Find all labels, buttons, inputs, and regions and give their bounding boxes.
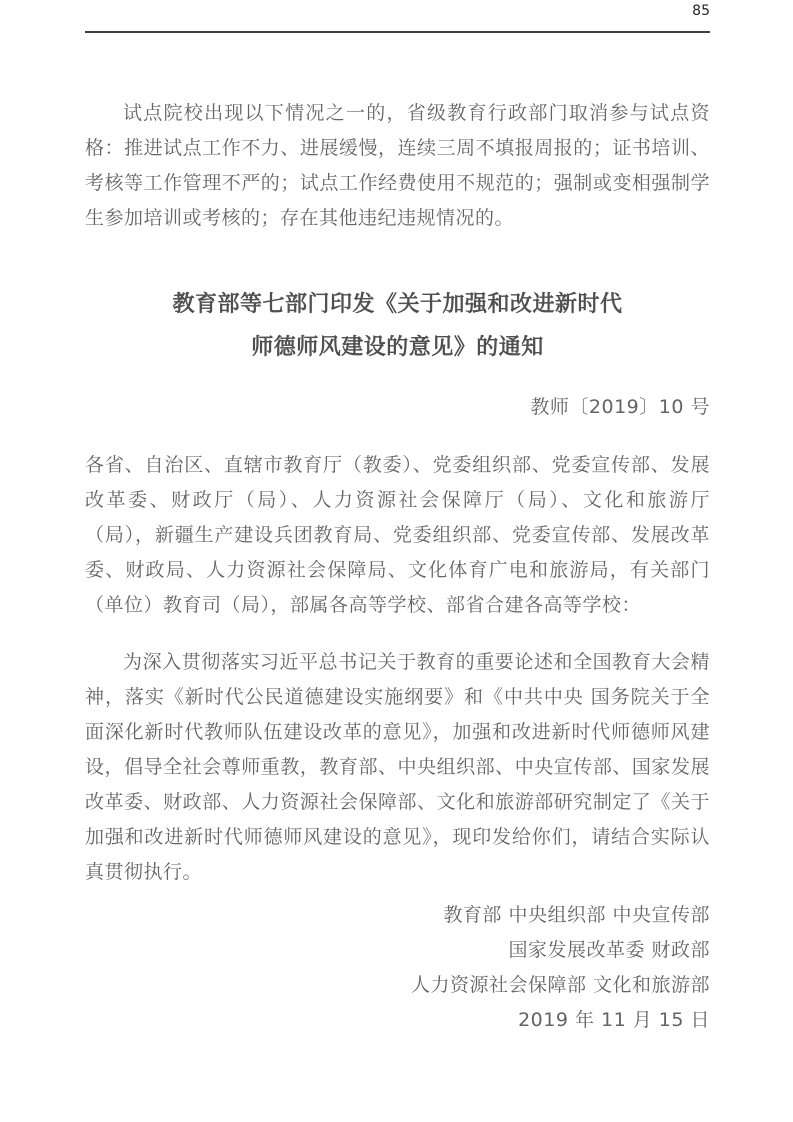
signature-line-1: 教育部 中央组织部 中央宣传部 xyxy=(443,904,710,926)
addressees-paragraph: 各省、自治区、直辖市教育厅（教委）、党委组织部、党委宣传部、发展改革委、财政厅（局）、人力资源社会保障厅（局）、文化和旅游厅（局），新疆生产建设兵团教育局、党委组织部、党委宣传部、发展改革委、财政局、人力资源社会保障局、文化体育广电和旅游局，有关部门（单位）教育司（局），部属各高等学校、部省合建各高等学校： xyxy=(85,454,710,616)
signature-line-3: 人力资源社会保障部 文化和旅游部 xyxy=(410,974,710,996)
document-title-line-1: 教育部等七部门印发《关于加强和改进新时代 xyxy=(172,292,623,317)
body-paragraph: 为深入贯彻落实习近平总书记关于教育的重要论述和全国教育大会精神，落实《新时代公民道德建设实施纲要》和《中共中央 国务院关于全面深化新时代教师队伍建设改革的意见》，加强和改进新时代师德师风建设，倡导全社会尊师重教，教育部、中央组织部、中央宣传部、国家发展改革委、财政部、人力资源社会保障部、文化和旅游部研究制定了《关于加强和改进新时代师德师风建设的意见》，现印发给你们，请结合实际认真贯彻执行。 xyxy=(85,651,710,883)
document-number: 教师〔2019〕10 号 xyxy=(530,396,710,418)
signature-line-2: 国家发展改革委 财政部 xyxy=(508,939,710,961)
signature-block xyxy=(85,898,710,1038)
page-number: 85 xyxy=(692,3,710,19)
intro-paragraph: 试点院校出现以下情况之一的，省级教育行政部门取消参与试点资格：推进试点工作不力、进展缓慢，连续三周不填报周报的；证书培训、考核等工作管理不严的；试点工作经费使用不规范的；强制或变相强制学生参加培训或考核的；存在其他违纪违规情况的。 xyxy=(85,102,710,229)
page-header xyxy=(85,0,710,33)
document-content xyxy=(85,96,710,1038)
document-title xyxy=(85,283,710,369)
document-title-line-2: 师德师风建设的意见》的通知 xyxy=(251,335,544,360)
signature-date: 2019 年 11 月 15 日 xyxy=(518,1009,710,1031)
